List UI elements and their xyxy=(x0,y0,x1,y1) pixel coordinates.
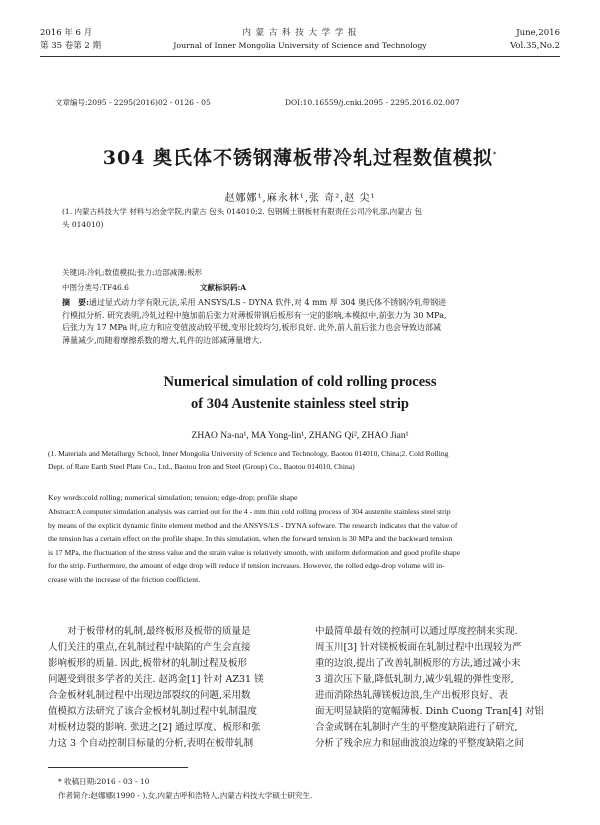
abstract-cn-line: 薄量减少,而随着摩擦系数的增大,轧件的边部减薄量增大. xyxy=(62,335,262,345)
authors-en: ZHAO Na-na¹, MA Yong-lin¹, ZHANG Qi², ZHAO Jian¹ xyxy=(191,431,409,441)
body-line: 3 道次压下量,降低轧制力,减少轧辊的弹性变形, xyxy=(315,674,514,685)
title-en-line-2: of 304 Austenite stainless steel strip xyxy=(191,396,409,412)
abstract-en-line: is 17 MPa, the fluctuation of the stress value and the strain value is relatively smooth, with uniform deformation and good profile shape xyxy=(48,547,461,557)
abstract-cn-line: 行模拟分析. 研究表明,冷轧过程中施加前后张力对薄板带钢后板形有一定的影响,本模拟中,前张力为 30 MPa, xyxy=(62,310,447,320)
body-line: 人们关注的重点,在轧制过程中缺陷的产生会直接 xyxy=(48,642,251,653)
abstract-en-line: the tension has a certain effect on the profile shape. In this simulation, when the forward tension is 30 MPa and the backward tension xyxy=(48,534,453,543)
document-code: 文献标识码:A xyxy=(200,283,247,292)
header-journal-en: Journal of Inner Mongolia University of Science and Technology xyxy=(173,41,427,50)
footnote-rule xyxy=(48,767,188,768)
title-cn-text: 304 奥氏体不锈钢薄板带冷轧过程数值模拟 xyxy=(102,147,494,169)
footnote-author: 作者简介:赵娜娜(1990 - ),女,内蒙古呼和浩特人,内蒙古科技大学硕士研究生. xyxy=(58,791,313,800)
body-line: 对于板带材的轧制,最终板形及板带的质量是 xyxy=(48,626,251,637)
abstract-cn-line: 后张力为 17 MPa 时,应力和应变值波动较平缓,变形比较均匀,板形良好. 此外,前人前后张力也会导致边部减 xyxy=(62,323,442,332)
header-date-cn: 2016 年 6 月 xyxy=(40,28,93,38)
abstract-en-line: crease with the increase of the friction coefficient. xyxy=(48,574,201,584)
title-cn xyxy=(0,143,600,170)
keywords-cn: 关键词:冷轧;数值模拟;张力;边部减薄;板形 xyxy=(62,268,203,277)
header-journal-cn: 内 蒙 古 科 技 大 学 学 报 xyxy=(242,28,358,38)
header-rule xyxy=(40,56,560,57)
body-line: 值模拟方法研究了该合金板材轧制过程中轧制温度 xyxy=(48,706,258,717)
body-line: 面无明显缺陷的宽幅薄板. Dinh Cuong Tran[4] 对铝 xyxy=(315,706,544,717)
abstract-en-line: Abstract:A computer simulation analysis was carried out for the 4 - mm thin cold rolling process of 304 austenite stainless steel strip xyxy=(48,507,451,516)
abstract-cn xyxy=(62,296,542,347)
affiliation-en-line-2: Dept. of Rare Earth Steel Plate Co., Ltd., Baotou Iron and Steel (Group) Co., Baotou 014010, China) xyxy=(48,462,355,471)
affiliation-en-line-1: (1. Materials and Metallurgy School, Inner Mongolia University of Science and Technology, Baotou 014010, China;2. Cold Rolling xyxy=(48,449,449,458)
body-line: 进而消除热轧薄镁板边浪,生产出板形良好、表 xyxy=(315,690,509,701)
body-line: 合金板材轧制过程中出现边部裂纹的问题,采用数 xyxy=(48,690,251,701)
footnote-received: * 收稿日期:2016 - 03 - 10 xyxy=(58,777,150,786)
abstract-en-line: by means of the explicit dynamic finite element method and the ANSYS/LS - DYNA software. The research indicates that the value of xyxy=(48,520,458,530)
body-line: 分析了残余应力和屈曲波浪边缘的平整度缺陷之间 xyxy=(315,738,525,749)
abstract-en-line: for the strip. Furthermore, the amount of edge drop will reduce if tension increases. However, the rolled edge-drop volume will in- xyxy=(48,561,445,570)
body-line: 重的边浪,提出了改善轧制板形的方法,通过减小末 xyxy=(315,658,521,669)
authors-cn: 赵娜娜¹,麻永林¹,张 奇²,赵 尖¹ xyxy=(224,193,376,204)
header-volume-en: Vol.35,No.2 xyxy=(510,41,560,51)
body-line: 影响板形的质量. 因此,板带材的轧制过程及板形 xyxy=(48,658,248,669)
affiliation-cn-line-2: 头 014010) xyxy=(62,220,104,229)
clc-number: 中图分类号:TF46.6 xyxy=(62,283,129,292)
body-line: 问题受到很多学者的关注. 赵鸿金[1] 针对 AZ31 镁 xyxy=(48,674,264,685)
keywords-en: Key words:cold rolling; numerical simulation; tension; edge-drop; profile shape xyxy=(48,493,298,502)
header-volume-cn: 第 35 卷第 2 期 xyxy=(40,41,102,51)
body-line: 对板材边裂的影响. 张进之[2] 通过厚度、板形和张 xyxy=(48,722,261,733)
body-column-left xyxy=(48,624,298,752)
body-line: 周玉川[3] 针对镁板板面在轧制过程中出现较为严 xyxy=(315,642,522,653)
doi: DOI:10.16559/j.cnki.2095 - 2295.2016.02.007 xyxy=(285,98,460,107)
body-line: 中最简单最有效的控制可以通过厚度控制来实现. xyxy=(315,626,518,637)
affiliation-cn-line-1: (1. 内蒙古科技大学 材料与冶金学院,内蒙古 包头 014010;2. 包钢稀土钢板材有限责任公司冷轧部,内蒙古 包 xyxy=(62,207,422,216)
body-column-right xyxy=(315,624,565,752)
abstract-cn-line: 摘 要:通过显式动力学有限元法,采用 ANSYS/LS - DYNA 软件,对 4 mm 厚 304 奥氏体不锈钢冷轧带钢进 xyxy=(62,297,447,307)
article-number: 文章编号:2095 - 2295(2016)02 - 0126 - 05 xyxy=(55,98,211,107)
header-date-en: June,2016 xyxy=(516,28,560,38)
title-footnote-mark: * xyxy=(493,151,498,159)
body-line: 合金或钢在轧制时产生的平整度缺陷进行了研究, xyxy=(315,722,518,733)
abstract-en xyxy=(48,505,563,586)
abstract-cn-label: 摘 要: xyxy=(62,297,89,307)
body-line: 力这 3 个自动控制目标量的分析,表明在板带轧制 xyxy=(48,738,254,749)
title-en-line-1: Numerical simulation of cold rolling process xyxy=(163,374,437,390)
